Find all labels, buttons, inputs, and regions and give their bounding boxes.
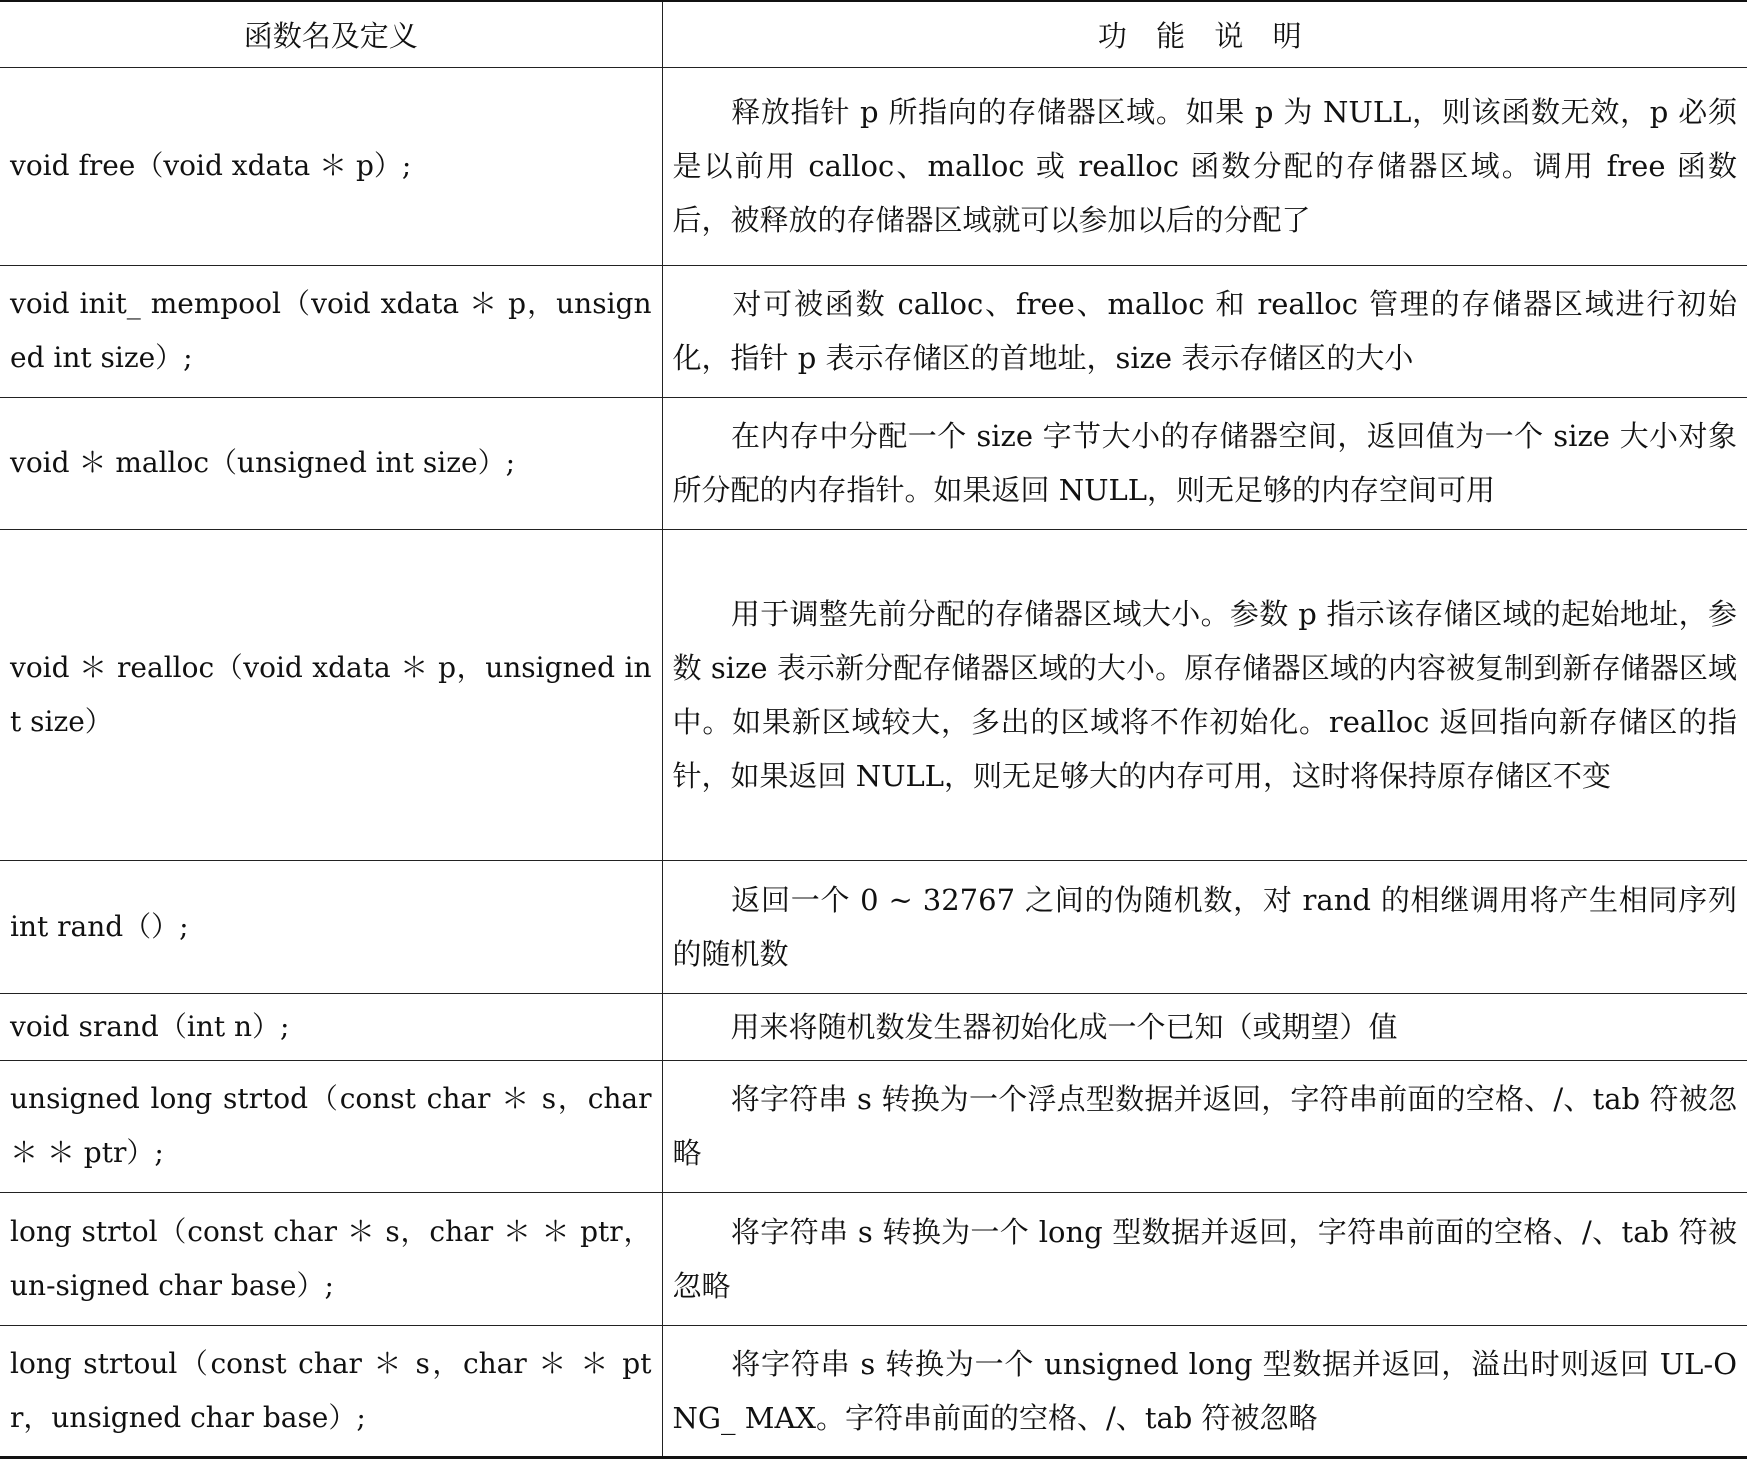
description-cell bbox=[662, 1192, 1747, 1325]
header-description: 功 能 说 明 bbox=[662, 1, 1747, 67]
description-text: 返回一个 0 ~ 32767 之间的伪随机数，对 rand 的相继调用将产生相同序列的随机数 bbox=[672, 882, 1737, 971]
description-text: 对可被函数 calloc、free、malloc 和 realloc 管理的存储器区域进行初始化，指针 p 表示存储区的首地址，size 表示存储区的大小 bbox=[672, 287, 1737, 375]
table-row bbox=[0, 1060, 1747, 1192]
description-cell bbox=[662, 67, 1747, 265]
header-function-name: 函数名及定义 bbox=[0, 1, 662, 67]
function-cell: int rand（）; bbox=[0, 860, 662, 993]
header-row bbox=[0, 1, 1747, 67]
description-cell bbox=[662, 1325, 1747, 1457]
table-row bbox=[0, 860, 1747, 993]
function-cell: unsigned long strtod（const char ＊ s，char ＊ ＊ ptr）; bbox=[0, 1060, 662, 1192]
description-text: 用来将随机数发生器初始化成一个已知（或期望）值 bbox=[730, 1009, 1398, 1044]
description-text: 用于调整先前分配的存储器区域大小。参数 p 指示该存储区域的起始地址，参数 size 表示新分配存储器区域的大小。原存储器区域的内容被复制到新存储器区域中。如果新区域较大，多出的区域将不作初始化。realloc 返回指向新存储区的指针，如果返回 NULL，则无足够大的内存可用，这时将保持原存储区不变 bbox=[672, 596, 1737, 793]
table-row bbox=[0, 265, 1747, 397]
table-row bbox=[0, 1192, 1747, 1325]
table-row bbox=[0, 993, 1747, 1060]
function-cell: void free（void xdata ＊ p）; bbox=[0, 67, 662, 265]
description-cell bbox=[662, 1060, 1747, 1192]
function-cell: long strtol（const char ＊ s，char ＊ ＊ ptr，un-signed char base）; bbox=[0, 1192, 662, 1325]
function-cell: void srand（int n）; bbox=[0, 993, 662, 1060]
description-cell bbox=[662, 397, 1747, 529]
table-row bbox=[0, 397, 1747, 529]
function-cell: void init_ mempool（void xdata ＊ p，unsigned int size）; bbox=[0, 265, 662, 397]
function-cell: long strtoul（const char ＊ s，char ＊ ＊ ptr，unsigned char base）; bbox=[0, 1325, 662, 1457]
table-row bbox=[0, 1325, 1747, 1457]
description-text: 将字符串 s 转换为一个 unsigned long 型数据并返回，溢出时则返回 UL-ONG_ MAX。字符串前面的空格、/、tab 符被忽略 bbox=[672, 1346, 1737, 1435]
description-cell bbox=[662, 860, 1747, 993]
description-cell bbox=[662, 265, 1747, 397]
description-cell bbox=[662, 529, 1747, 860]
description-text: 将字符串 s 转换为一个 long 型数据并返回，字符串前面的空格、/、tab 符被忽略 bbox=[672, 1214, 1737, 1303]
table-row bbox=[0, 67, 1747, 265]
description-cell bbox=[662, 993, 1747, 1060]
function-cell: void ＊ malloc（unsigned int size）; bbox=[0, 397, 662, 529]
description-text: 在内存中分配一个 size 字节大小的存储器空间，返回值为一个 size 大小对象所分配的内存指针。如果返回 NULL，则无足够的内存空间可用 bbox=[672, 419, 1737, 507]
table-row bbox=[0, 529, 1747, 860]
description-text: 将字符串 s 转换为一个浮点型数据并返回，字符串前面的空格、/、tab 符被忽略 bbox=[672, 1082, 1737, 1170]
function-cell: void ＊ realloc（void xdata ＊ p，unsigned int size） bbox=[0, 529, 662, 860]
description-text: 释放指针 p 所指向的存储器区域。如果 p 为 NULL，则该函数无效，p 必须是以前用 calloc、malloc 或 realloc 函数分配的存储器区域。调用 free 函数后，被释放的存储器区域就可以参加以后的分配了 bbox=[672, 95, 1737, 237]
